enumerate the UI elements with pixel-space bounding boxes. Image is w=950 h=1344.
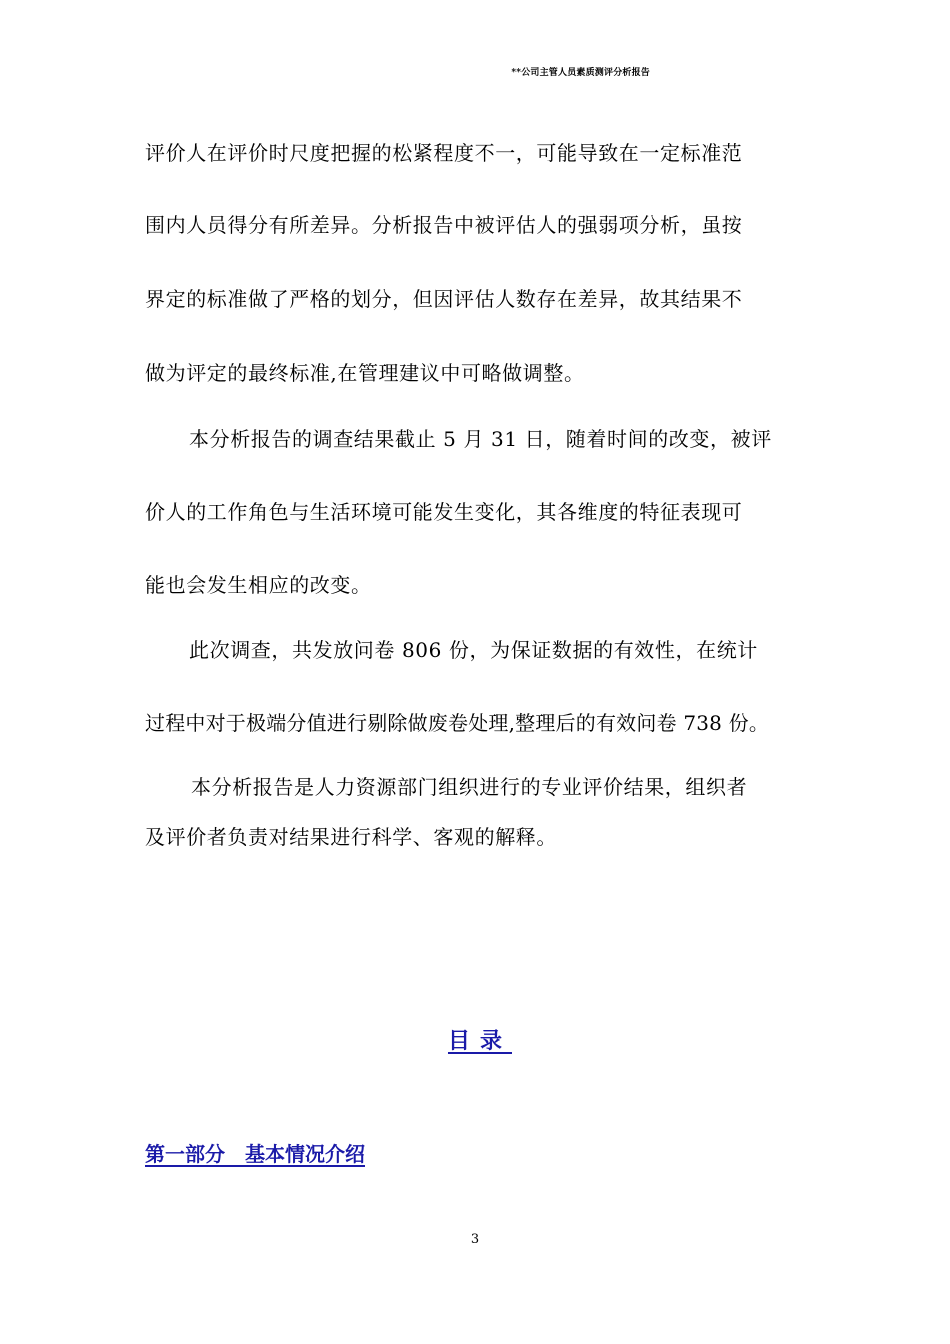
body-line: 此次调查，共发放问卷 806 份，为保证数据的有效性，在统计 [189,638,758,662]
body-line: 围内人员得分有所差异。分析报告中被评估人的强弱项分析，虽按 [145,213,743,237]
toc-item-part-one[interactable]: 第一部分 基本情况介绍 [145,1142,365,1166]
body-line: 评价人在评价时尺度把握的松紧程度不一，可能导致在一定标准范 [145,141,743,165]
body-line: 价人的工作角色与生活环境可能发生变化，其各维度的特征表现可 [145,500,743,524]
body-line: 能也会发生相应的改变。 [145,573,372,597]
body-line: 本分析报告是人力资源部门组织进行的专业评价结果，组织者 [191,775,748,799]
body-line: 及评价者负责对结果进行科学、客观的解释。 [145,825,557,849]
body-line: 过程中对于极端分值进行剔除做废卷处理,整理后的有效问卷 738 份。 [145,711,770,735]
toc-title-text: 目录 [447,1028,512,1054]
header-rule [145,86,805,87]
page-header: **公司主管人员素质测评分析报告 [511,68,650,78]
toc-title [0,1024,950,1055]
body-line: 本分析报告的调查结果截止 5 月 31 日，随着时间的改变，被评 [189,427,772,451]
page-number: 3 [470,1232,480,1247]
body-line: 界定的标准做了严格的划分，但因评估人数存在差异，故其结果不 [145,287,743,311]
body-line: 做为评定的最终标准,在管理建议中可略做调整。 [145,361,585,385]
